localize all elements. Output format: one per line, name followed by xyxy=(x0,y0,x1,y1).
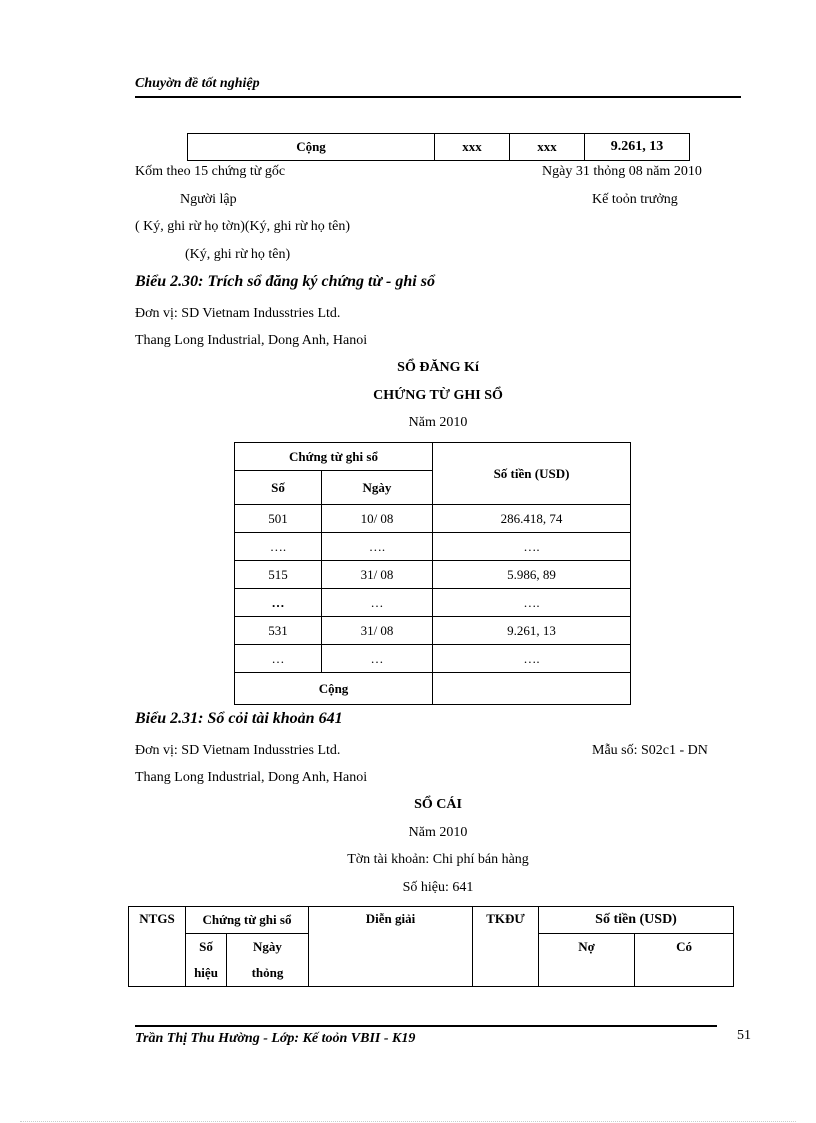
thang-label: thỏng xyxy=(251,965,284,980)
row-amount: 5.986, 89 xyxy=(433,561,631,589)
ledger-year: Năm 2010 xyxy=(408,825,468,840)
row-no: 531 xyxy=(235,617,322,645)
table-row xyxy=(235,533,631,561)
address-2-31: Thang Long Industrial, Dong Anh, Hanoi xyxy=(135,770,368,785)
voucher-date-header: Ngày xyxy=(322,471,433,505)
register-total-amount xyxy=(433,673,631,705)
footer-author: Trần Thị Thu Hường - Lớp: Kế toỏn VBII - K19 xyxy=(135,1031,416,1046)
so-label: Số xyxy=(199,939,213,954)
tkdu-header: TKĐƯ xyxy=(473,907,539,987)
general-ledger-table xyxy=(128,906,734,987)
total-col2: xxx xyxy=(435,134,510,161)
row-amount: …. xyxy=(433,645,631,673)
row-amount: …. xyxy=(433,533,631,561)
signature-date: Ngày 31 thỏng 08 năm 2010 xyxy=(542,164,702,179)
account-name: Tờn tài khoản: Chi phí bán hàng xyxy=(347,852,529,867)
voucher-header: Chứng từ ghi sổ xyxy=(186,907,309,934)
voucher-date-header xyxy=(227,934,309,987)
table-row xyxy=(235,617,631,645)
sign-note-2: (Ký, ghi rừ họ tên) xyxy=(185,247,291,262)
sign-note-1: ( Ký, ghi rừ họ tờn)(Ký, ghi rừ họ tên) xyxy=(135,219,351,234)
voucher-register-table xyxy=(234,442,631,705)
header-rule xyxy=(135,96,741,98)
page-edge xyxy=(20,1121,796,1122)
footer-rule xyxy=(135,1025,717,1027)
row-no: 515 xyxy=(235,561,322,589)
row-no: …. xyxy=(235,533,322,561)
register-title-1: SỔ ĐĂNG Kí xyxy=(397,360,479,375)
row-date: … xyxy=(322,589,433,617)
row-no: 501 xyxy=(235,505,322,533)
register-title-2: CHỨNG TỪ GHI SỔ xyxy=(373,388,503,403)
ledger-amount-header: Số tiền (USD) xyxy=(539,907,734,934)
row-date: 31/ 08 xyxy=(322,561,433,589)
hieu-label: hiệu xyxy=(194,965,218,980)
total-amount: 9.261, 13 xyxy=(585,134,690,161)
running-header: Chuyờn đề tốt nghiệp xyxy=(135,76,260,91)
row-date: 31/ 08 xyxy=(322,617,433,645)
row-amount: …. xyxy=(433,589,631,617)
amount-header: Số tiền (USD) xyxy=(433,443,631,505)
register-total-label: Cộng xyxy=(235,673,433,705)
row-no: … xyxy=(235,589,322,617)
row-no: … xyxy=(235,645,322,673)
voucher-group-header: Chứng từ ghi sổ xyxy=(235,443,433,471)
account-number: Số hiệu: 641 xyxy=(402,880,474,895)
unit-2-30: Đơn vị: SD Vietnam Indusstries Ltd. xyxy=(135,306,341,321)
table-row xyxy=(235,645,631,673)
row-date: …. xyxy=(322,533,433,561)
row-amount: 9.261, 13 xyxy=(433,617,631,645)
total-label: Cộng xyxy=(188,134,435,161)
row-date: 10/ 08 xyxy=(322,505,433,533)
form-number: Mẫu số: S02c1 - DN xyxy=(592,743,708,758)
caption-2-30: Biểu 2.30: Trích sổ đăng ký chứng từ - ghi sổ xyxy=(135,273,435,290)
caption-2-31: Biểu 2.31: Sổ cỏi tài khoản 641 xyxy=(135,710,343,727)
unit-2-31: Đơn vị: SD Vietnam Indusstries Ltd. xyxy=(135,743,341,758)
description-header: Diễn giải xyxy=(309,907,473,987)
ngay-label: Ngày xyxy=(253,939,282,954)
total-col3: xxx xyxy=(510,134,585,161)
address-2-30: Thang Long Industrial, Dong Anh, Hanoi xyxy=(135,333,368,348)
row-amount: 286.418, 74 xyxy=(433,505,631,533)
row-date: … xyxy=(322,645,433,673)
table-row xyxy=(235,561,631,589)
table-row xyxy=(235,505,631,533)
voucher-no-header xyxy=(186,934,227,987)
page-number: 51 xyxy=(737,1028,751,1043)
ledger-title: SỔ CÁI xyxy=(414,797,462,812)
debit-header: Nợ xyxy=(539,934,635,987)
preparer-label: Người lập xyxy=(180,192,237,207)
attached-docs: Kốm theo 15 chứng từ gốc xyxy=(135,164,286,179)
chief-accountant-label: Kế toỏn trưởng xyxy=(592,192,678,207)
ntgs-header: NTGS xyxy=(129,907,186,987)
summary-total-table xyxy=(187,133,690,161)
credit-header: Có xyxy=(635,934,734,987)
voucher-no-header: Số xyxy=(235,471,322,505)
register-year: Năm 2010 xyxy=(408,415,468,430)
table-row xyxy=(235,589,631,617)
